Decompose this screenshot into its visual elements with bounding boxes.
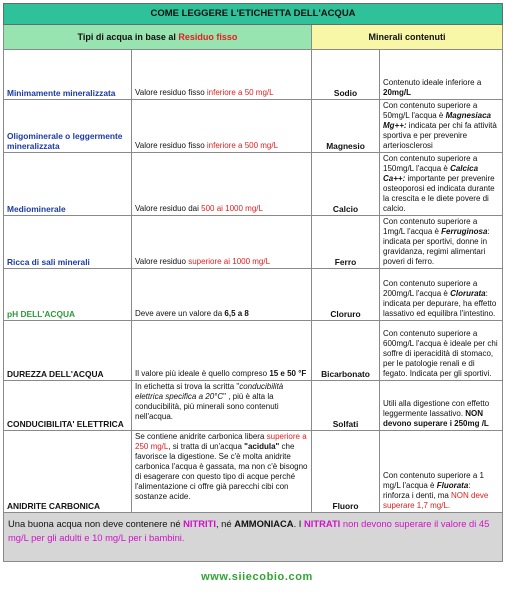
table-row — [4, 100, 503, 153]
water-table — [3, 3, 503, 562]
mineral-name: Sodio — [312, 50, 380, 100]
mineral-name: Cloruro — [312, 269, 380, 321]
table-row — [4, 381, 503, 431]
water-type: Minimamente mineralizzata — [4, 50, 132, 100]
table-row — [4, 50, 503, 100]
mineral-name: Magnesio — [312, 100, 380, 153]
water-type: CONDUCIBILITA' ELETTRICA — [4, 381, 132, 431]
mineral-name: Solfati — [312, 381, 380, 431]
water-type: pH DELL'ACQUA — [4, 269, 132, 321]
mineral-desc: Con contenuto superiore a 150mg/L l'acqua è Calcica Ca++: importante per prevenire osteoporosi ed indicata durante la crescita e le diete povere di calcio. — [380, 153, 503, 216]
left-header — [4, 25, 312, 50]
table-row — [4, 321, 503, 381]
page-title: COME LEGGERE L'ETICHETTA DELL'ACQUA — [4, 4, 503, 25]
site-url: www.siiecobio.com — [201, 571, 313, 583]
mineral-name: Fluoro — [312, 431, 380, 513]
left-header-prefix: Tipi di acqua in base al — [77, 32, 179, 42]
water-type: Ricca di sali minerali — [4, 216, 132, 269]
mineral-name: Calcio — [312, 153, 380, 216]
left-header-highlight: Residuo fisso — [178, 32, 238, 42]
mineral-desc: Con contenuto superiore a 1mg/L l'acqua è Ferruginosa: indicata per sportivi, donne in gravidanza, regimi alimentari poveri di ferro. — [380, 216, 503, 269]
mineral-desc: Con contenuto superiore a 200mg/L l'acqua è Clorurata: indicata per depurare, ha effetto lassativo ed equilibra l'intestino. — [380, 269, 503, 321]
mineral-desc: Con contenuto superiore a 600mg/L l'acqua è ideale per chi soffre di iperacidità di stomaco, per le patologie renali e di fegato. Indicata per gli sportivi. — [380, 321, 503, 381]
table-row — [4, 431, 503, 513]
water-type: Mediominerale — [4, 153, 132, 216]
water-type-desc: Il valore più ideale è quello compreso 15 e 50 °F — [132, 321, 312, 381]
water-type-desc: In etichetta si trova la scritta "conducibilità elettrica specifica a 20°C" , più è alta la conducibilità, più minerali sono contenuti nell'acqua. — [132, 381, 312, 431]
water-type-desc: Deve avere un valore da 6,5 a 8 — [132, 269, 312, 321]
water-type-desc: Valore residuo superiore ai 1000 mg/L — [132, 216, 312, 269]
mineral-desc: Contenuto ideale inferiore a 20mg/L — [380, 50, 503, 100]
water-type: ANIDRITE CARBONICA — [4, 431, 132, 513]
water-label-sheet — [3, 3, 502, 562]
footer-note: Una buona acqua non deve contenere né NITRITI, né AMMONIACA. I NITRATI non devono superare il valore di 45 mg/L per gli adulti e 10 mg/L per i bambini. — [4, 513, 503, 562]
table-row — [4, 153, 503, 216]
mineral-desc: Con contenuto superiore a 50mg/L l'acqua è Magnesiaca Mg++: indicata per chi fa attività sportiva e per prevenire arteriosclerosi — [380, 100, 503, 153]
water-type-desc: Valore residuo fisso inferiore a 50 mg/L — [132, 50, 312, 100]
mineral-name: Bicarbonato — [312, 321, 380, 381]
table-row — [4, 216, 503, 269]
mineral-desc: Utili alla digestione con effetto leggermente lassativo. NON devono superare i 250mg /L — [380, 381, 503, 431]
footer-row — [4, 513, 503, 562]
mineral-desc: Con contenuto superiore a 1 mg/L l'acqua è Fluorata: rinforza i denti, ma NON deve superare 1,7 mg/L. — [380, 431, 503, 513]
right-header: Minerali contenuti — [312, 25, 503, 50]
water-type: DUREZZA DELL'ACQUA — [4, 321, 132, 381]
table-row — [4, 269, 503, 321]
water-type-desc: Valore residuo dai 500 ai 1000 mg/L — [132, 153, 312, 216]
water-type-desc: Se contiene anidrite carbonica libera superiore a 250 mg/L, si tratta di un'acqua "acidula" che favorisce la digestione. Se c'è molta anidrite carbonica l'acqua è gassata, ma non c'è bisogno di esagerare con questo tipo di acque perché l'alimentazione ci offre già parecchi cibi con sostanze acide. — [132, 431, 312, 513]
water-type: Oligominerale o leggermente mineralizzata — [4, 100, 132, 153]
water-type-desc: Valore residuo fisso inferiore a 500 mg/L — [132, 100, 312, 153]
mineral-name: Ferro — [312, 216, 380, 269]
